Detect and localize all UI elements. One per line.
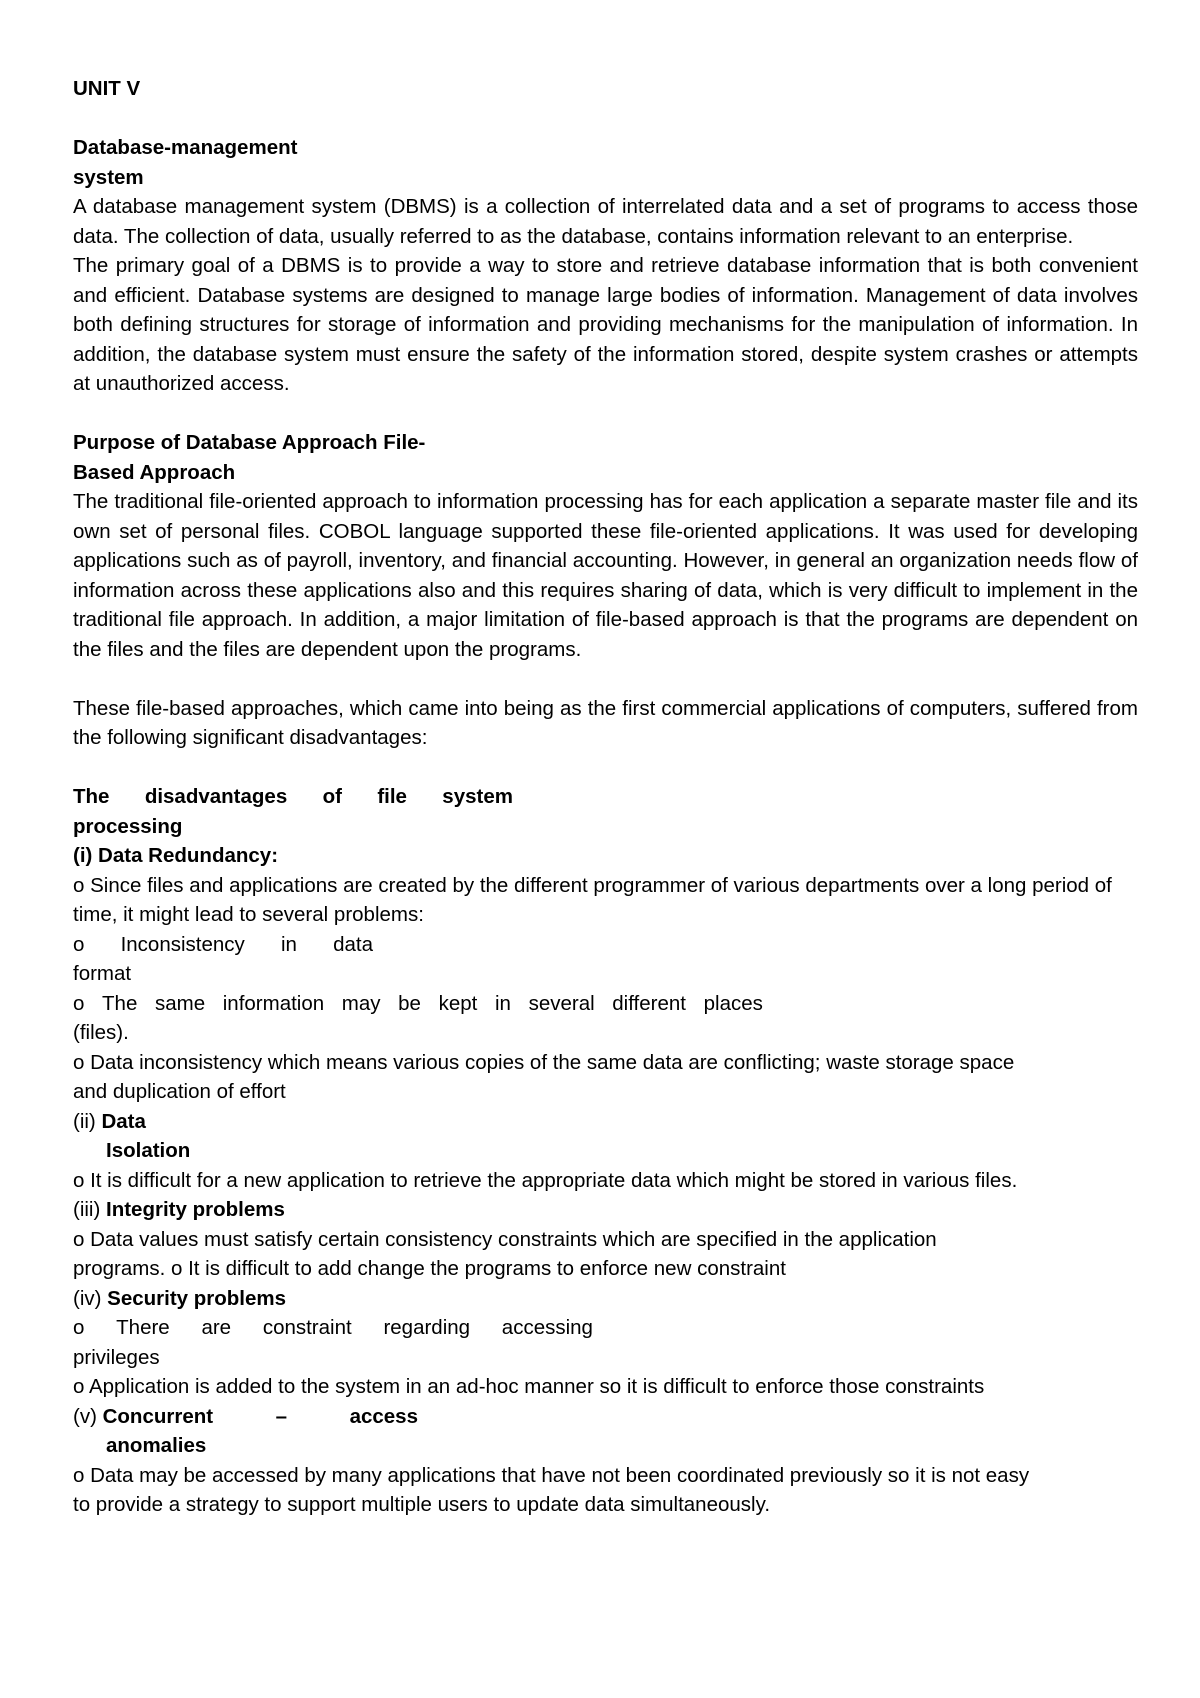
disadvantages-heading-line2: processing (73, 814, 183, 838)
redundancy-bullet-4-line2: and duplication of effort (73, 1080, 286, 1103)
bullet-word: in (280, 932, 297, 956)
spacer (73, 664, 1138, 694)
heading-word: file (377, 785, 407, 808)
redundancy-heading: (i) Data Redundancy: (73, 844, 279, 867)
bullet-word: constraint (262, 1316, 352, 1339)
bullet-word: several (528, 991, 595, 1015)
concurrent-heading-word: access (349, 1404, 418, 1428)
bullet-word: places (703, 991, 763, 1015)
isolation-bullet-1: o It is difficult for a new application to retrieve the appropriate data which might be stored in various files. (73, 1168, 1018, 1192)
bullet-word: are (201, 1316, 232, 1339)
security-heading (73, 1284, 1138, 1314)
bullet-word: data (333, 932, 373, 956)
concurrent-bullet-line2: to provide a strategy to support multiple users to update data simultaneously. (73, 1493, 771, 1516)
bullet-word: o (73, 932, 85, 956)
spacer (73, 399, 1138, 429)
bullet-word: may (341, 991, 381, 1015)
bullet-word: different (612, 991, 686, 1015)
heading-word: disadvantages (144, 785, 288, 808)
dbms-paragraph-2: The primary goal of a DBMS is to provide a way to store and retrieve database information that is both convenient and efficient. Database systems are designed to manage large bodies of information. Management of data involves both defining structures for storage of information and providing mechanisms for the manipulation of information. In addition, the database system must ensure the safety of the information stored, despite system crashes or attempts at unauthorized access. (73, 254, 1138, 395)
dbms-heading-line1: Database-management (73, 136, 298, 159)
concurrent-heading-line1 (73, 1402, 418, 1432)
bullet-word: regarding (383, 1316, 471, 1339)
isolation-heading-line1 (73, 1107, 1138, 1137)
concurrent-bullet-line1: o Data may be accessed by many applications that have not been coordinated previously so it is not easy (73, 1463, 1030, 1487)
bullet-word: accessing (501, 1316, 593, 1339)
bullet-word: o (73, 991, 85, 1015)
bullet-word: information (222, 991, 325, 1015)
redundancy-bullet-3-line1 (73, 989, 763, 1019)
heading-word: system (442, 785, 513, 808)
unit-title: UNIT V (73, 77, 141, 100)
redundancy-bullet-4-line1: o Data inconsistency which means various copies of the same data are conflicting; waste storage space (73, 1050, 1015, 1074)
integrity-bullet-line2: programs. o It is difficult to add change the programs to enforce new constraint (73, 1257, 786, 1280)
bullet-word: The (102, 991, 138, 1015)
purpose-paragraph-1: The traditional file-oriented approach to information processing has for each application a separate master file and its own set of personal files. COBOL language supported these file-oriented applications. It was used for developing applications such as of payroll, inventory, and financial accounting. However, in general an organization needs flow of information across these applications also and this requires sharing of data, which is very difficult to implement in the traditional file approach. In addition, a major limitation of file-based approach is that the programs are dependent on the files and the files are dependent upon the programs. (73, 490, 1138, 661)
concurrent-heading-prefix: (v) (73, 1404, 103, 1428)
heading-word: The (73, 785, 110, 808)
purpose-heading-line1: Purpose of Database Approach File- (73, 431, 426, 454)
redundancy-bullet-1: o Since files and applications are created by the different programmer of various departments over a long period of time, it might lead to several problems: (73, 873, 1112, 926)
bullet-word: o (73, 1316, 85, 1339)
isolation-heading-line2: Isolation (106, 1139, 191, 1162)
security-bullet-1-line2: privileges (73, 1345, 160, 1369)
concurrent-heading-word: – (275, 1404, 288, 1428)
dbms-paragraph-1: A database management system (DBMS) is a collection of interrelated data and a set of programs to access those data. The collection of data, usually referred to as the database, contains information relevant to an enterprise. (73, 195, 1138, 248)
bullet-word: There (116, 1316, 170, 1339)
security-bullet-1-line1 (73, 1313, 593, 1343)
security-heading-bold: Security problems (107, 1286, 287, 1310)
integrity-bullet-line1: o Data values must satisfy certain consistency constraints which are specified in the application (73, 1227, 937, 1251)
document-page (73, 74, 1138, 1520)
integrity-heading (73, 1195, 1138, 1225)
bullet-word: kept (438, 991, 478, 1015)
disadvantages-heading-line1 (73, 782, 513, 812)
purpose-heading-line2: Based Approach (73, 460, 236, 484)
concurrent-heading-first (73, 1402, 213, 1432)
isolation-heading-prefix: (ii) (73, 1109, 102, 1133)
isolation-heading-bold: Data (101, 1109, 146, 1133)
heading-word: of (322, 785, 342, 808)
bullet-word: same (154, 991, 206, 1015)
redundancy-bullet-3-line2: (files). (73, 1021, 129, 1044)
bullet-word: in (494, 991, 511, 1015)
dbms-heading-line2: system (73, 165, 144, 189)
spacer (73, 104, 1138, 134)
redundancy-bullet-2-line1 (73, 930, 373, 960)
concurrent-heading-word: Concurrent (102, 1404, 214, 1428)
concurrent-heading-line2: anomalies (106, 1434, 207, 1457)
redundancy-bullet-2-line2: format (73, 962, 132, 985)
bullet-word: be (398, 991, 421, 1015)
security-heading-prefix: (iv) (73, 1286, 108, 1310)
security-bullet-2: o Application is added to the system in an ad-hoc manner so it is difficult to enforce those constraints (73, 1375, 985, 1398)
spacer (73, 753, 1138, 783)
bullet-word: Inconsistency (120, 932, 245, 956)
integrity-heading-prefix: (iii) (73, 1198, 107, 1221)
purpose-paragraph-2: These file-based approaches, which came into being as the first commercial applications of computers, suffered from the following significant disadvantages: (73, 696, 1138, 749)
integrity-heading-bold: Integrity problems (106, 1198, 285, 1221)
